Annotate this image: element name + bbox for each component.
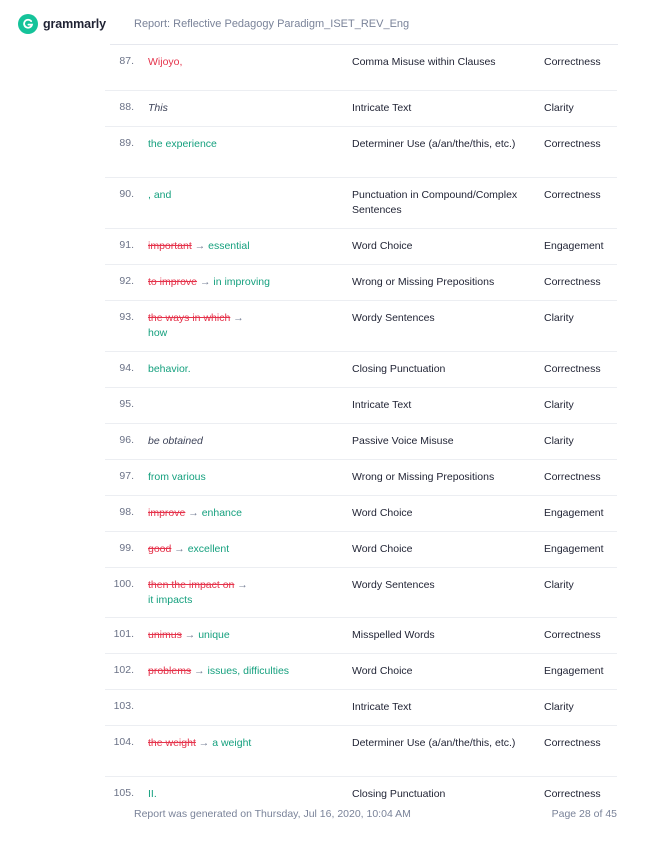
table-row — [105, 229, 617, 265]
suggestion-ins: , and — [148, 189, 172, 201]
suggestion-arrow: → — [171, 543, 188, 555]
table-row — [105, 388, 617, 424]
suggestion-arrow: → — [191, 240, 209, 252]
grammarly-logo — [18, 14, 106, 34]
row-number: 93. — [119, 311, 134, 323]
row-number: 92. — [119, 275, 134, 287]
issue-category: Engagement — [544, 543, 604, 555]
table-row — [105, 618, 617, 654]
issue-category: Engagement — [544, 507, 604, 519]
issue-type: Word Choice — [352, 507, 413, 519]
issue-category: Correctness — [544, 56, 601, 68]
report-generated-note: Report was generated on Thursday, Jul 16, 2020, 10:04 AM — [134, 808, 411, 820]
suggestion-text — [148, 275, 338, 290]
suggestion-arrow: → — [230, 312, 244, 324]
table-row — [105, 301, 617, 352]
table-row — [105, 127, 617, 178]
suggestion-text — [148, 787, 338, 802]
suggestion-ins: from various — [148, 471, 206, 483]
issue-type: Word Choice — [352, 240, 413, 252]
issue-category: Clarity — [544, 435, 574, 447]
row-number: 91. — [119, 239, 134, 251]
row-number: 87. — [119, 55, 134, 67]
table-row — [105, 352, 617, 388]
document-title: Report: Reflective Pedagogy Paradigm_ISET_REV_Eng — [134, 18, 410, 30]
suggestion-text — [148, 55, 338, 70]
row-number: 101. — [113, 628, 134, 640]
suggestions-table — [105, 45, 617, 807]
issue-type: Word Choice — [352, 543, 413, 555]
issue-category: Engagement — [544, 665, 604, 677]
suggestion-ins: unique — [198, 629, 230, 641]
table-row — [105, 777, 617, 807]
issue-type: Closing Punctuation — [352, 788, 446, 800]
suggestion-del: important — [148, 240, 192, 252]
suggestion-ins: enhance — [201, 507, 242, 519]
suggestion-ins: it impacts — [148, 594, 193, 606]
row-number: 97. — [119, 470, 134, 482]
issue-category: Correctness — [544, 629, 601, 641]
row-number: 89. — [119, 137, 134, 149]
suggestion-arrow: → — [195, 737, 213, 749]
table-row — [105, 726, 617, 777]
issue-type: Intricate Text — [352, 701, 412, 713]
suggestion-ins: essential — [208, 240, 250, 252]
suggestion-ins: in improving — [213, 276, 270, 288]
suggestion-text — [148, 188, 338, 203]
issue-type: Closing Punctuation — [352, 363, 446, 375]
row-number: 103. — [113, 700, 134, 712]
grammarly-g-icon — [18, 14, 38, 34]
suggestion-del: the weight — [148, 737, 196, 749]
issue-type: Intricate Text — [352, 399, 412, 411]
suggestion-ins: a weight — [212, 737, 252, 749]
suggestion-arrow: → — [191, 665, 208, 677]
suggestion-text — [148, 434, 338, 449]
suggestion-text — [148, 362, 338, 377]
issue-type: Determiner Use (a/an/the/this, etc.) — [352, 138, 516, 150]
table-row — [105, 496, 617, 532]
suggestion-text — [148, 506, 338, 521]
table-row — [105, 690, 617, 726]
suggestion-arrow: → — [185, 507, 202, 519]
suggestion-text — [148, 137, 338, 152]
table-row — [105, 45, 617, 91]
issue-category: Clarity — [544, 399, 574, 411]
issue-category: Engagement — [544, 240, 604, 252]
suggestion-ins: the experience — [148, 138, 217, 150]
suggestion-text — [148, 736, 338, 751]
table-row — [105, 460, 617, 496]
suggestion-text — [148, 239, 338, 254]
suggestion-arrow: → — [234, 579, 248, 591]
row-number: 95. — [119, 398, 134, 410]
suggestion-italic: This — [148, 102, 168, 114]
suggestion-del: good — [148, 543, 172, 555]
issue-category: Correctness — [544, 363, 601, 375]
issue-type: Passive Voice Misuse — [352, 435, 454, 447]
logo-text: grammarly — [43, 17, 107, 31]
table-row — [105, 532, 617, 568]
suggestion-ins: behavior. — [148, 363, 191, 375]
suggestion-del: the ways in which — [148, 312, 231, 324]
issue-category: Correctness — [544, 276, 601, 288]
issue-type: Punctuation in Compound/Complex Sentences — [352, 189, 518, 216]
suggestion-del: unimus — [148, 629, 182, 641]
issue-category: Clarity — [544, 312, 574, 324]
issue-category: Correctness — [544, 737, 601, 749]
issue-type: Wordy Sentences — [352, 579, 435, 591]
suggestion-arrow: → — [181, 629, 199, 641]
row-number: 90. — [119, 188, 134, 200]
issue-type: Wrong or Missing Prepositions — [352, 276, 495, 288]
row-number: 98. — [119, 506, 134, 518]
suggestion-text — [148, 628, 338, 643]
suggestion-text — [148, 101, 338, 116]
table-row — [105, 424, 617, 460]
row-number: 100. — [113, 578, 134, 590]
suggestion-del: then the impact on — [148, 579, 235, 591]
issue-type: Wrong or Missing Prepositions — [352, 471, 495, 483]
suggestion-ins: issues, difficulties — [207, 665, 290, 677]
table-row — [105, 265, 617, 301]
suggestion-text — [148, 578, 338, 608]
suggestion-red: Wijoyo, — [148, 56, 183, 68]
issue-category: Correctness — [544, 189, 601, 201]
suggestion-ins: II. — [148, 788, 157, 800]
page-number: Page 28 of 45 — [551, 808, 617, 820]
suggestion-ins: how — [148, 327, 168, 339]
row-number: 96. — [119, 434, 134, 446]
row-number: 105. — [113, 787, 134, 799]
issue-category: Clarity — [544, 579, 574, 591]
issue-type: Misspelled Words — [352, 629, 435, 641]
suggestion-del: improve — [148, 507, 186, 519]
suggestion-text — [148, 664, 338, 679]
issue-type: Word Choice — [352, 665, 413, 677]
issue-type: Determiner Use (a/an/the/this, etc.) — [352, 737, 516, 749]
table-row — [105, 568, 617, 618]
issue-category: Correctness — [544, 138, 601, 150]
suggestion-text — [148, 542, 338, 557]
table-row — [105, 654, 617, 690]
suggestion-del: problems — [148, 665, 192, 677]
report-header — [18, 14, 630, 38]
suggestion-ins: excellent — [187, 543, 230, 555]
issue-type: Wordy Sentences — [352, 312, 435, 324]
issue-category: Clarity — [544, 102, 574, 114]
table-row — [105, 91, 617, 127]
suggestion-italic: be obtained — [148, 435, 203, 447]
suggestion-text — [148, 470, 338, 485]
row-number: 102. — [113, 664, 134, 676]
row-number: 104. — [113, 736, 134, 748]
row-number: 99. — [119, 542, 134, 554]
issue-type: Intricate Text — [352, 102, 412, 114]
issue-category: Clarity — [544, 701, 574, 713]
suggestion-arrow: → — [197, 276, 214, 288]
issue-category: Correctness — [544, 788, 601, 800]
suggestion-text — [148, 311, 338, 341]
issue-category: Correctness — [544, 471, 601, 483]
issue-type: Comma Misuse within Clauses — [352, 56, 496, 68]
row-number: 94. — [119, 362, 134, 374]
table-row — [105, 178, 617, 229]
suggestion-del: to improve — [148, 276, 198, 288]
row-number: 88. — [119, 101, 134, 113]
